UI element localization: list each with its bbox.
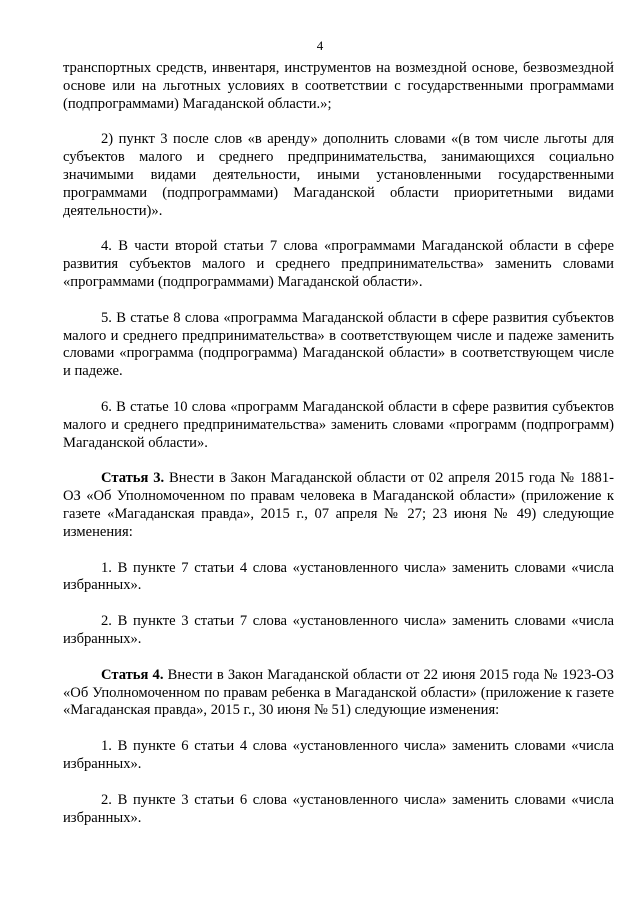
article-4-item-1 [63, 738, 614, 774]
article-4-heading: Статья 4. [101, 666, 164, 683]
paragraph-text: 2. В пункте 3 статьи 7 слова «установленного числа» заменить словами «числа избранных». [63, 613, 614, 647]
paragraph-text: 2. В пункте 3 статьи 6 слова «установленного числа» заменить словами «числа избранных». [63, 791, 614, 826]
article-3-heading: Статья 3. [101, 470, 165, 487]
document-body [63, 60, 614, 827]
paragraph-text: 4. В части второй статьи 7 слова «программами Магаданской области в сфере развития субъектов малого и среднего предпринимательства» заменить словами «программами (подпрограммами) Магаданской области». [63, 238, 614, 290]
page-number: 4 [316, 38, 324, 53]
article-3-item-2 [63, 613, 614, 649]
article-4-item-2 [63, 792, 614, 828]
paragraph-continuation [63, 60, 614, 113]
paragraph-item-6 [63, 399, 614, 452]
paragraph-text: транспортных средств, инвентаря, инструментов на возмездной основе, безвозмездной основе или на льготных условиях в соответствии с государственными программами (подпрограммами) Магаданской области.»; [63, 60, 614, 112]
paragraph-text: Внести в Закон Магаданской области от 02 апреля 2015 года № 1881-ОЗ «Об Уполномоченном по правам человека в Магаданской области» (приложение к газете «Магаданская правда», 2015 г., 07 апреля № 27; 23 июня № 49) следующие изменения: [63, 470, 614, 540]
paragraph-text: 1. В пункте 6 статьи 4 слова «установленного числа» заменить словами «числа избранных». [63, 738, 614, 772]
paragraph-text: 2) пункт 3 после слов «в аренду» дополнить словами «(в том числе льготы для субъектов малого и среднего предпринимательства, занимающихся социально значимыми видами деятельности, иными установленными государственными программами (подпрограммами) Магаданской области приоритетными видами деятельности)». [63, 131, 614, 219]
article-3-paragraph [63, 470, 614, 541]
paragraph-item-5 [63, 310, 614, 381]
paragraph-item-2 [63, 131, 614, 220]
paragraph-text: Внести в Закон Магаданской области от 22 июня 2015 года № 1923-ОЗ «Об Уполномоченном по правам ребенка в Магаданской области» (приложение к газете «Магаданская правда», 2015 г., 30 июня № 51) следующие изменения: [63, 666, 614, 719]
article-3-item-1 [63, 560, 614, 596]
article-4-paragraph [63, 667, 614, 720]
paragraph-text: 1. В пункте 7 статьи 4 слова «установленного числа» заменить словами «числа избранных». [63, 559, 614, 594]
paragraph-text: 5. В статье 8 слова «программа Магаданской области в сфере развития субъектов малого и среднего предпринимательства» в соответствующем числе и падеже заменить словами «программа (подпрограмма) Магаданской области» в соответствующем числе и падеже. [63, 309, 614, 380]
paragraph-text: 6. В статье 10 слова «программ Магаданской области в сфере развития субъектов малого и среднего предпринимательства» заменить словами «программ (подпрограмм) Магаданской области». [63, 398, 614, 451]
paragraph-item-4 [63, 238, 614, 291]
